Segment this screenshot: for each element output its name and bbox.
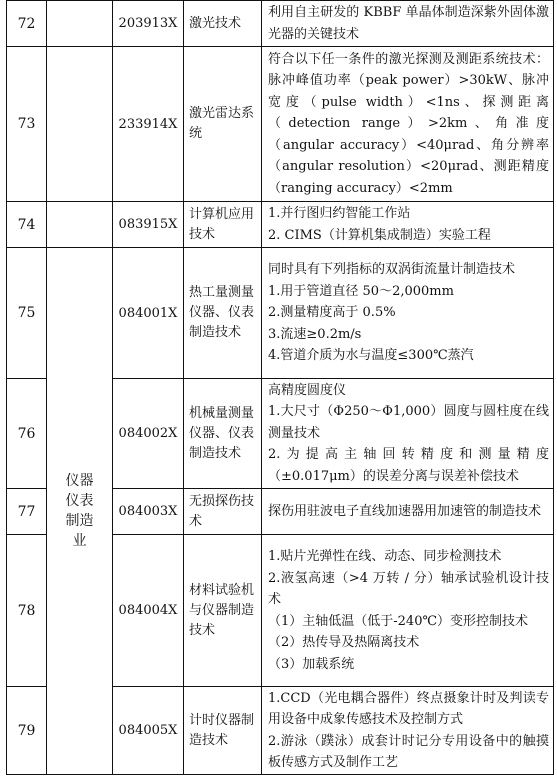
tech-code: 084005X xyxy=(113,687,184,775)
description-line: （3）加载系统 xyxy=(268,656,355,672)
tech-code: 084002X xyxy=(113,379,184,489)
tech-name: 无损探伤技术 xyxy=(184,489,262,535)
tech-description xyxy=(262,379,554,489)
row-number: 72 xyxy=(7,1,47,47)
description-line: 1.CCD（光电耦合器件）终点摄象计时及判读专用设备中成象传感技术及控制方式 xyxy=(268,690,549,727)
description-line: 3.流速≥0.2m/s xyxy=(268,326,362,342)
description-line: 探伤用驻波电子直线加速器用加速管的制造技术 xyxy=(268,503,542,519)
tech-name: 激光技术 xyxy=(184,1,262,47)
technology-table xyxy=(6,0,554,775)
description-line: 利用自主研发的 KBBF 单晶体制造深紫外固体激光器的关键技术 xyxy=(268,5,549,42)
industry-cell-empty xyxy=(47,202,113,248)
industry-cell-empty xyxy=(47,47,113,202)
description-line: 1.并行图归约智能工作站 xyxy=(268,206,411,221)
tech-code: 233914X xyxy=(113,47,184,202)
description-line: （1）主轴低温（低于-240℃）变形控制技术 xyxy=(268,613,529,629)
description-line: 2.测量精度高于 0.5% xyxy=(268,305,396,321)
description-line: 同时具有下列指标的双涡街流量计制造技术 xyxy=(268,262,516,278)
tech-code: 084003X xyxy=(113,489,184,535)
tech-code: 084001X xyxy=(113,248,184,379)
description-line: 1.贴片光弹性在线、动态、同步检测技术 xyxy=(268,549,502,564)
table-row xyxy=(7,1,554,47)
tech-name: 机械量测量仪器、仪表制造技术 xyxy=(184,379,262,489)
description-line: 4.管道介质为水与温度≤300℃蒸汽 xyxy=(268,348,474,364)
tech-description xyxy=(262,1,554,47)
row-number: 76 xyxy=(7,379,47,489)
tech-description xyxy=(262,535,554,687)
description-line: 符合以下任一条件的激光探测及测距系统技术：脉冲峰值功率（peak power）>30kW、脉冲宽度（pulse width）<1ns、探测距离（detection range）>2km、角准度（angular accuracy）<40μrad、角分辨率（angular resolution）<20μrad、测距精度（ranging accuracy）<2mm xyxy=(268,51,549,196)
tech-description xyxy=(262,248,554,379)
tech-name: 材料试验机与仪器制造技术 xyxy=(184,535,262,687)
row-number: 79 xyxy=(7,687,47,775)
row-number: 78 xyxy=(7,535,47,687)
tech-description xyxy=(262,202,554,248)
tech-description xyxy=(262,489,554,535)
description-line: 2.游泳（蹼泳）成套计时记分专用设备中的触摸板传感方式及制作工艺 xyxy=(268,733,549,770)
tech-name: 热工量测量仪器、仪表制造技术 xyxy=(184,248,262,379)
tech-description xyxy=(262,687,554,775)
description-line: （2）热传导及热隔离技术 xyxy=(268,635,420,650)
tech-description xyxy=(262,47,554,202)
industry-cell-empty xyxy=(47,1,113,47)
table-row xyxy=(7,202,554,248)
table-row xyxy=(7,47,554,202)
tech-table-page xyxy=(6,0,553,776)
row-number: 74 xyxy=(7,202,47,248)
description-line: 2. CIMS（计算机集成制造）实验工程 xyxy=(268,227,491,243)
tech-name: 激光雷达系统 xyxy=(184,47,262,202)
description-line: 1.大尺寸（Φ250～Φ1,000）圆度与圆柱度在线测量技术 xyxy=(268,404,549,441)
tech-code: 084004X xyxy=(113,535,184,687)
row-number: 73 xyxy=(7,47,47,202)
row-number: 77 xyxy=(7,489,47,535)
description-line: 2.液氢高速（>4 万转 / 分）轴承试验机设计技术 xyxy=(268,570,549,607)
description-line: 1.用于管道直径 50～2,000mm xyxy=(268,283,454,299)
tech-name: 计时仪器制造技术 xyxy=(184,687,262,775)
tech-name: 计算机应用技术 xyxy=(184,202,262,248)
tech-code: 083915X xyxy=(113,202,184,248)
row-number: 75 xyxy=(7,248,47,379)
description-line: 高精度圆度仪 xyxy=(268,382,347,398)
table-row xyxy=(7,248,554,379)
description-line: 2.为提高主轴回转精度和测量精度（±0.017μm）的误差分离与误差补偿技术 xyxy=(268,447,549,484)
tech-code: 203913X xyxy=(113,1,184,47)
industry-category: 仪器仪表制造业 xyxy=(47,248,113,775)
